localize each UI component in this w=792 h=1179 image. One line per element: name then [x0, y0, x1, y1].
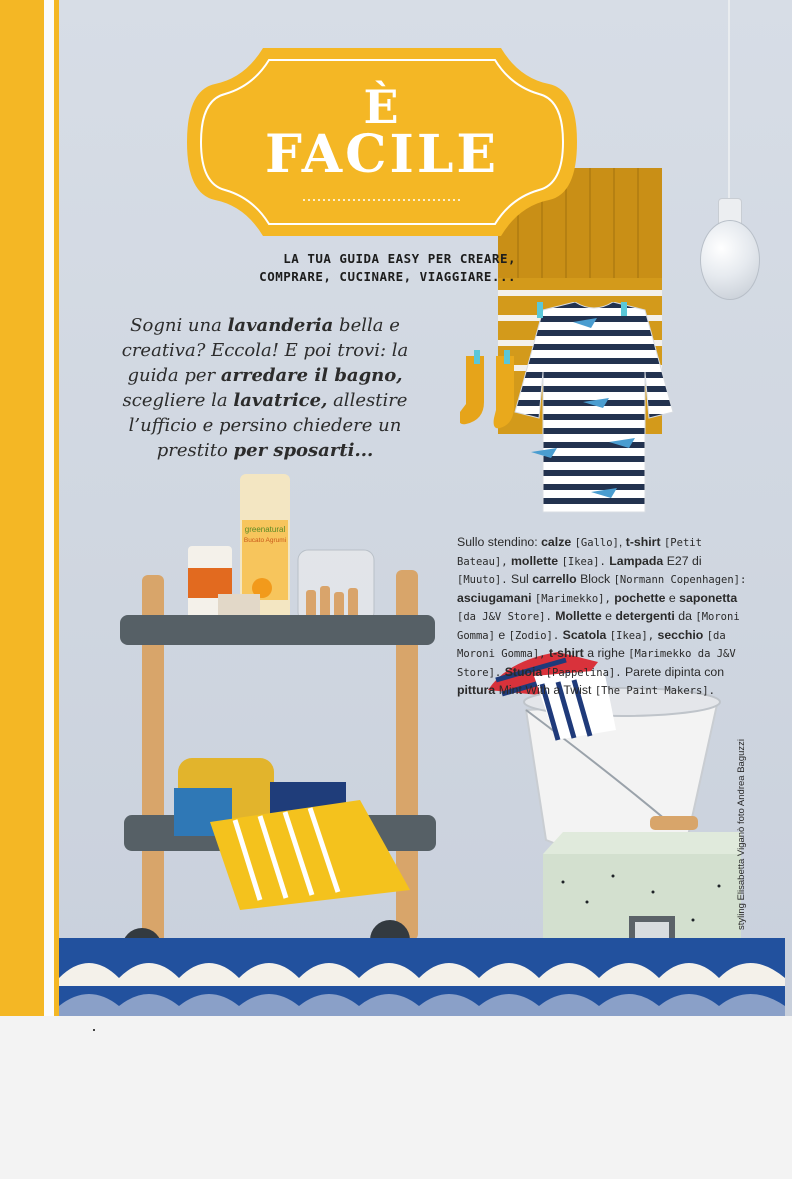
- caption-brand: [Petit Bateau],: [457, 537, 702, 568]
- yellow-edge-stripe: [54, 0, 59, 1016]
- caption-bold: Scatola: [562, 627, 607, 642]
- tagline-line2: COMPRARE, CUCINARE, VIAGGIARE...: [259, 269, 516, 284]
- caption-bold: calze: [541, 535, 572, 549]
- caption-text: e: [498, 627, 506, 642]
- caption-brand: [The Paint Makers].: [594, 685, 715, 697]
- caption-bold: saponetta: [679, 590, 738, 605]
- caption-brand: [Moroni Gomma]: [457, 611, 740, 642]
- caption-text: e: [605, 609, 612, 623]
- caption-bold: pittura: [457, 683, 496, 697]
- bottle-product-label: Bucato Agrumi: [243, 537, 287, 544]
- striped-tshirt: [513, 302, 675, 520]
- lamp-cord: [728, 0, 730, 200]
- intro-bold: per sposarti...: [233, 440, 374, 461]
- intro-text: Sogni una: [130, 315, 222, 336]
- caption-bold: t-shirt: [548, 646, 584, 660]
- caption-text: Sul: [511, 572, 529, 586]
- caption-text: e: [668, 590, 676, 605]
- caption-brand: [Marimekko da J&V Store].: [457, 648, 736, 679]
- caption-bold: detergenti: [615, 609, 675, 623]
- caption-text: a righe: [587, 646, 625, 660]
- caption-text: ,: [618, 535, 623, 549]
- caption-bold: mollette: [511, 553, 559, 568]
- trolley-cart: [120, 470, 450, 990]
- photo-caption: [457, 534, 753, 701]
- caption-brand: [Normann Copenhagen]:: [613, 574, 747, 586]
- striped-rug: [59, 938, 785, 1016]
- section-title-line1: È: [363, 80, 401, 134]
- caption-brand: [Ikea],: [609, 629, 655, 642]
- section-title-line2: FACILE: [264, 124, 500, 185]
- yellow-edge-bar: [0, 0, 44, 1016]
- caption-bold: Mollette: [555, 609, 602, 623]
- page-margin: [0, 1016, 792, 1179]
- bottle-brand-label: greenatural: [244, 525, 286, 534]
- caption-text: Parete dipinta con: [624, 664, 725, 679]
- intro-text: bella e creativa? Eccola! E poi trovi: la guida per: [121, 315, 409, 386]
- caption-brand: [da Moroni Gomma],: [457, 629, 726, 660]
- white-edge-stripe: [44, 0, 54, 1016]
- caption-brand: [da J&V Store].: [457, 611, 552, 623]
- intro-bold: lavanderia: [227, 315, 334, 336]
- caption-text: da: [678, 609, 692, 623]
- caption-bold: carrello: [532, 572, 577, 586]
- light-bulb: [700, 220, 760, 300]
- section-tagline: [256, 250, 516, 286]
- caption-text: Sullo stendino:: [457, 535, 538, 549]
- caption-bold: Stuoia: [504, 664, 543, 679]
- intro-text: scegliere la: [122, 390, 228, 411]
- caption-bold: secchio: [657, 627, 704, 642]
- caption-brand: [Zodio].: [508, 629, 560, 642]
- caption-brand: [Ikea].: [561, 555, 606, 568]
- caption-bold: t-shirt: [625, 535, 661, 549]
- caption-bold: Lampada: [609, 553, 664, 568]
- intro-bold: arredare il bagno,: [220, 365, 403, 386]
- caption-brand: [Pappelina].: [545, 666, 622, 679]
- intro-paragraph: [105, 313, 425, 463]
- caption-text: E27 di: [666, 553, 702, 568]
- print-speck: [93, 1029, 95, 1031]
- intro-text: allestire l’ufficio e persino chiedere un prestito: [128, 390, 408, 461]
- caption-text: Mint With a Twist: [498, 683, 592, 697]
- caption-brand: [Muuto].: [457, 574, 508, 586]
- caption-bold: pochette: [614, 590, 666, 605]
- tagline-line1: LA TUA GUIDA EASY PER CREARE,: [283, 251, 516, 266]
- caption-text: Block: [580, 572, 611, 586]
- intro-bold: lavatrice,: [233, 390, 328, 411]
- caption-bold: asciugamani: [457, 590, 532, 605]
- caption-brand: [Marimekko],: [534, 592, 611, 605]
- photo-credit: styling Elisabetta Viganò foto Andrea Baguzzi: [736, 738, 747, 930]
- caption-brand: [Gallo]: [574, 537, 619, 549]
